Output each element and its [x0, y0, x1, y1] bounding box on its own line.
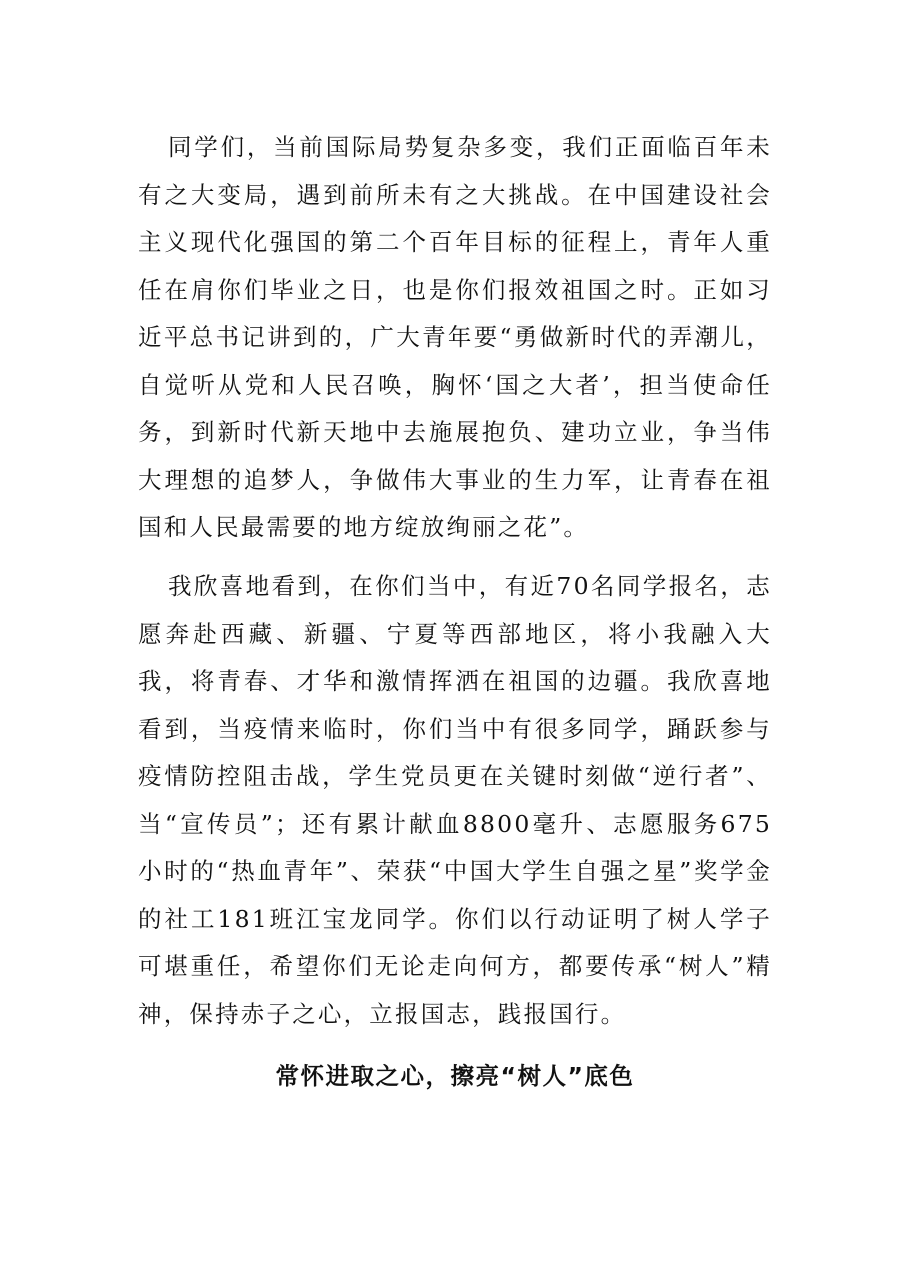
paragraph-2: 我欣喜地看到，在你们当中，有近70名同学报名，志愿奔赴西藏、新疆、宁夏等西部地区，将小我融入大我，将青春、才华和激情挥洒在祖国的边疆。我欣喜地看到，当疫情来临时，你们当中有很多同学，踊跃参与疫情防控阻击战，学生党员更在关键时刻做“逆行者”、当“宣传员”；还有累计献血8800毫升、志愿服务675小时的“热血青年”、荣获“中国大学生自强之星”奖学金的社工181班江宝龙同学。你们以行动证明了树人学子可堪重任，希望你们无论走向何方，都要传承“树人”精神，保持赤子之心，立报国志，践报国行。 — [138, 572, 772, 1028]
paragraph-1: 同学们，当前国际局势复杂多变，我们正面临百年未有之大变局，遇到前所未有之大挑战。在中国建设社会主义现代化强国的第二个百年目标的征程上，青年人重任在肩你们毕业之日，也是你们报效祖国之时。正如习近平总书记讲到的，广大青年要“勇做新时代的弄潮儿，自觉听从党和人民召唤，胸怀‘国之大者’，担当使命任务，到新时代新天地中去施展抱负、建功立业，争当伟大理想的追梦人，争做伟大事业的生力军，让青春在祖国和人民最需要的地方绽放绚丽之花”。 — [138, 133, 772, 541]
body-text-block-2 — [138, 563, 772, 1038]
section-heading: 常怀进取之心，擦亮“树人”底色 — [275, 1062, 635, 1090]
body-text-block-1 — [138, 124, 772, 552]
